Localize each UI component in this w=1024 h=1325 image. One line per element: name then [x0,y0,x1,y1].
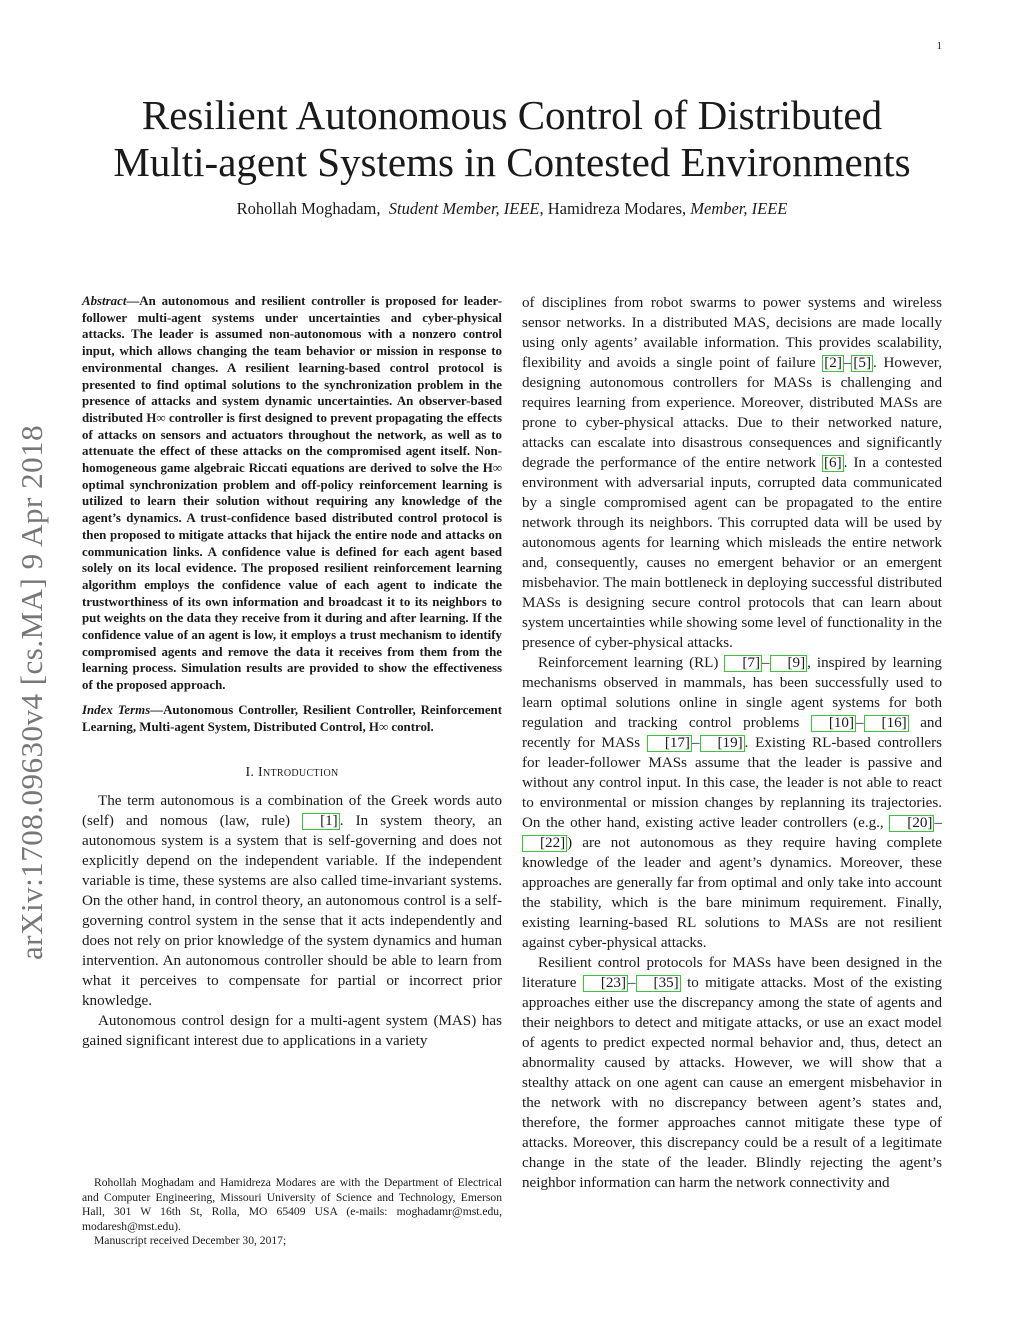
text-run: . However, designing autonomous controllers for MASs is challenging and requires learning from experience. Moreover, distributed MASs are prone to cyber-physical attacks. Due to their networked nature, attacks can escalate into disastrous consequences and significantly degrade the performance of the entire network [522,355,942,471]
citation-link[interactable]: [2] [824,355,842,371]
index-terms-label: Index Terms [82,702,151,717]
footnote-affiliation: Rohollah Moghadam and Hamidreza Modares are with the Department of Electrical and Computer Engineering, Missouri University of Science and Technology, Emerson Hall, 301 W 16th St, Rolla, MO 65409 USA (e-mails: moghadamr@mst.edu, modaresh@mst.edu). [82,1176,502,1233]
text-run: and recently for MASs [522,715,942,751]
author-name: Rohollah Moghadam, [236,199,381,218]
abstract [82,293,502,694]
text-run: . In a contested environment with adversarial inputs, corrupted data communicated by a single compromised agent can be propagated to the entire network through its neighbors. This corrupted data will be used by autonomous agents for learning which misleads the entire network and, consequently, causes no emergent behavior or an emergent misbehavior. The main bottleneck in deploying successful distributed MASs is designing secure control protocols that can learn about system uncertainties while showing some level of functionality in the presence of cyber-physical attacks. [522,455,942,651]
footnotes [82,1176,502,1249]
section-heading [82,765,502,781]
text-run: – [843,355,852,371]
citation-link[interactable]: [17] [647,735,692,752]
citation-link[interactable]: [19] [700,735,745,752]
text-run: – [934,815,942,831]
abstract-label: Abstract [82,294,127,308]
index-terms-text: —Autonomous Controller, Resilient Controller, Reinforcement Learning, Multi-agent System, Distributed Control, H∞ control. [82,702,502,734]
paragraph [522,293,942,653]
author-name: , Hamidreza Modares, [539,199,687,218]
paragraph [522,953,942,1193]
section-title: Introduction [258,765,339,781]
text-run: Resilient control protocols for MASs have been designed in the literature [522,955,942,991]
citation-link[interactable]: [7] [724,655,762,672]
author-line [0,199,1024,219]
arxiv-stamp: arXiv:1708.09630v4 [cs.MA] 9 Apr 2018 [14,424,49,960]
index-terms [82,702,502,735]
citation-link[interactable]: [35] [636,975,681,992]
citation-link[interactable]: [22] [522,835,567,852]
title-line-1: Resilient Autonomous Control of Distributed [141,92,883,138]
text-run: . In system theory, an autonomous system is a system that is self-governing and does not explicitly depend on the independent variable. If the independent variable is time, these systems are also called time-invariant systems. On the other hand, in control theory, an autonomous control is a self-governing control system in the sense that it acts independently and does not rely on prior knowledge of the system dynamics and human intervention. An autonomous controller should be able to learn from what it perceives to compensate for partial or incorrect prior knowledge. [82,813,503,1010]
citation-link[interactable]: [6] [824,455,842,471]
text-run: Autonomous control design for a multi-agent system (MAS) has gained significant interest due to applications in a variety [82,1013,502,1050]
text-run: – [691,735,700,751]
paragraph [82,791,502,1011]
section-number: I. [245,765,259,781]
abstract-text: —An autonomous and resilient controller is proposed for leader-follower multi-agent systems under uncertainties and cyber-physical attacks. The leader is assumed non-autonomous with a nonzero control input, which allows changing the team behavior or mission in response to environmental changes. A resilient learning-based control protocol is presented to find optimal solutions to the synchronization problem in the presence of attacks and system dynamic uncertainties. An observer-based distributed H∞ controller is first designed to prevent propagating the effects of attacks on sensors and actuators throughout the network, as well as to attenuate the effect of these attacks on the compromised agent itself. Non-homogeneous game algebraic Riccati equations are derived to solve the H∞ optimal synchronization problem and off-policy reinforcement learning is utilized to learn their solution without requiring any knowledge of the agent’s dynamics. A trust-confidence based distributed control protocol is then proposed to mitigate attacks that hijack the entire node and attacks on communication links. A confidence value is defined for each agent based solely on its local evidence. The proposed resilient reinforcement learning algorithm employs the confidence value of each agent to indicate the trustworthiness of its own information and broadcast it to its neighbors to put weights on the data they receive from it during and after learning. If the confidence value of an agent is low, it employs a trust mechanism to identify compromised agents and remove the data it receives from them from the learning process. Simulation results are provided to show the effectiveness of the proposed approach. [82,294,502,693]
citation-link[interactable]: [9] [770,655,808,672]
author-role: Student Member, IEEE [388,199,540,218]
text-run: . Existing RL-based controllers for leader-follower MASs assume that the leader is passive and without any control input. In this case, the leader is not able to react to environmental or mission changes by replanning its trajectories. On the other hand, existing active leader controllers (e.g., [522,735,942,831]
paragraph [82,1011,502,1051]
left-column [82,293,502,1051]
author-role: Member, IEEE [690,199,788,218]
citation-link[interactable]: [10] [811,715,856,732]
text-run: The term autonomous is a combination of the Greek words auto (self) and nomous (law, rule) [82,793,502,830]
text-run: – [628,975,636,991]
text-run: – [761,655,770,671]
text-run: of disciplines from robot swarms to power systems and wireless sensor networks. In a distributed MAS, decisions are made locally using only agents’ available information. This provides scalability, flexibility and avoids a single point of failure [522,295,942,371]
footnote-received: Manuscript received December 30, 2017; [94,1234,287,1247]
page-number: 1 [936,40,942,52]
citation-link[interactable]: [20] [889,815,934,832]
text-run: ) are not autonomous as they require having complete knowledge of the leader and agent’s dynamics. Moreover, these approaches are generally far from optimal and only take into account the stability, which is the bare minimum requirement. Finally, existing learning-based RL solutions to MASs are not resilient against cyber-physical attacks. [522,835,942,951]
paper-title [0,92,1024,186]
paragraph [522,653,942,953]
citation-link[interactable]: [23] [583,975,628,992]
text-run: to mitigate attacks. Most of the existing approaches either use the discrepancy among the state of agents and their neighbors to detect and mitigate attacks, or use an exact model of agents to predict expected normal behavior and, thus, detect an abnormality caused by attacks. However, we will show that a stealthy attack on one agent can cause an emergent misbehavior in the network with no discrepancy between agent’s states and, therefore, the former approaches cannot mitigate these type of attacks. Moreover, this discrepancy could be a result of a legitimate change in the state of the leader. Blindly rejecting the agent’s neighbor information can harm the network connectivity and [522,975,942,1191]
citation-link[interactable]: [5] [853,355,872,371]
text-run: – [856,715,864,731]
text-run: Reinforcement learning (RL) [538,655,725,671]
citation-link[interactable]: [1] [302,813,340,830]
right-column [522,293,942,1193]
title-line-2: Multi-agent Systems in Contested Environments [113,139,911,185]
citation-link[interactable]: [16] [864,715,909,732]
text-run: , inspired by learning mechanisms observed in mammals, has been successfully used to learn optimal solutions online in single agent systems for both regulation and tracking control problems [522,655,942,731]
